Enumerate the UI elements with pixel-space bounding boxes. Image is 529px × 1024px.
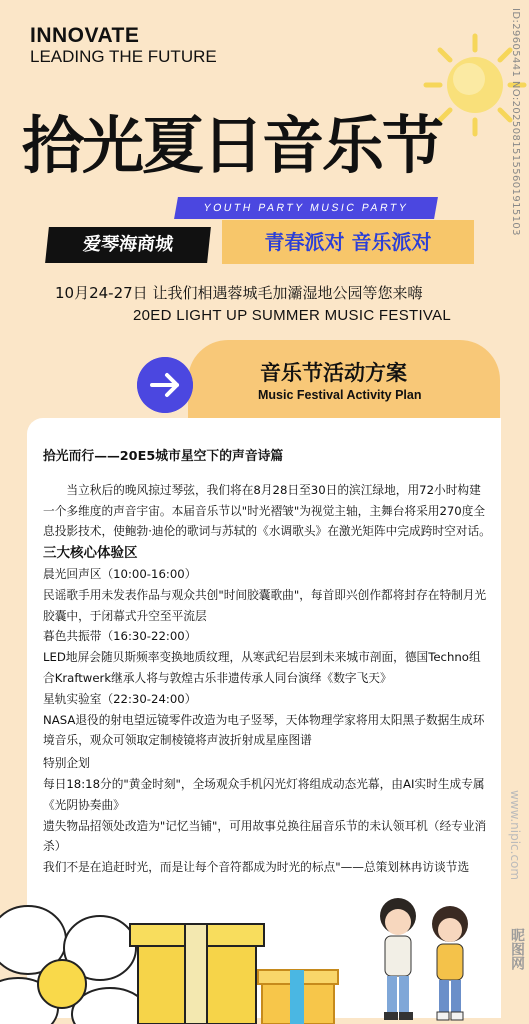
zone1-title: 晨光回声区（10:00-16:00） [43,566,197,581]
zone3-text: NASA退役的射电望远镜零件改造为电子竖琴，天体物理学家将用太阳黑子数据生成环境音乐，观众可领取定制棱镜将声波折射成星座图谱 [43,712,485,748]
brand-label: 爱琴海商城 [45,227,211,263]
singer-boy-icon [380,898,416,1020]
zone1-text: 民谣歌手用未发表作品与观众共创"时间胶囊歌曲"，每首即兴创作都将封存在特制月光胶囊中，于闭幕式升空至平流层 [43,587,487,623]
main-title: 拾光夏日音乐节 [22,109,443,182]
watermark-site: www.nipic.com [508,790,522,881]
leading-subheading: LEADING THE FUTURE [30,47,217,66]
zone2-text: LED地屏会随贝斯频率变换地质纹理，从寒武纪岩层到未来城市剖面，德国Techno组合Kraftwerk继承人将与敦煌古乐非遗传承人同台演绎《数字飞天》 [43,650,481,685]
small-gift-icon [258,970,338,1024]
zone3-title: 星轨实验室（22:30-24:00） [43,691,197,706]
festival-line: 20ED LIGHT UP SUMMER MUSIC FESTIVAL [133,307,452,324]
watermark-brand: 昵图网 [509,928,525,970]
singer-girl-icon [432,906,468,1020]
special-title: 特别企划 [43,756,90,771]
youth-banner: YOUTH PARTY MUSIC PARTY [174,197,438,219]
bottom-illustration [0,880,529,1024]
special-item-2: 遗失物品招领处改造为"记忆当铺"，可用故事兑换往届音乐节的未认领耳机（经专业消杀） [43,818,487,854]
arrow-right-icon [137,357,193,413]
section-title: 三大核心体验区 [43,545,138,562]
flower-icon [0,906,148,1024]
tagline-label: 青春派对 音乐派对 [222,220,474,264]
content-headline: 拾光而行——20E5城市星空下的声音诗篇 [43,449,284,464]
closing-quote: 我们不是在追赶时光，而是让每个音符都成为时光的标点"——总策划林冉访谈节选 [43,860,470,875]
special-item-1: 每日18:18分的"黄金时刻"，全场观众手机闪光灯将组成动态光幕，由AI实时生成专属《光阴协奏曲》 [43,776,485,812]
image-id-label: ID:29605441 NO:20250815155601915103 [510,8,521,236]
content-body [43,447,491,878]
intro-paragraph: 当立秋后的晚风掠过琴弦，我们将在8月28日至30日的滨江绿地，用72小时构建一个多维度的声音宇宙。本届音乐节以"时光褶皱"为视觉主轴，主舞台将采用270度全息投影技术，使鲍勃·迪伦的歌词与苏轼的《水调歌头》在激光矩阵中完成跨时空对话。 [43,482,491,539]
gift-box-icon [130,924,264,1024]
plan-title-cn: 音乐节活动方案 [260,361,407,385]
date-line: 10月24-27日 让我们相遇蓉城毛加灞湿地公园等您来嗨 [55,284,423,302]
innovate-heading: INNOVATE [30,24,140,47]
plan-title-en: Music Festival Activity Plan [258,388,422,402]
zone2-title: 暮色共振带（16:30-22:00） [43,629,197,644]
